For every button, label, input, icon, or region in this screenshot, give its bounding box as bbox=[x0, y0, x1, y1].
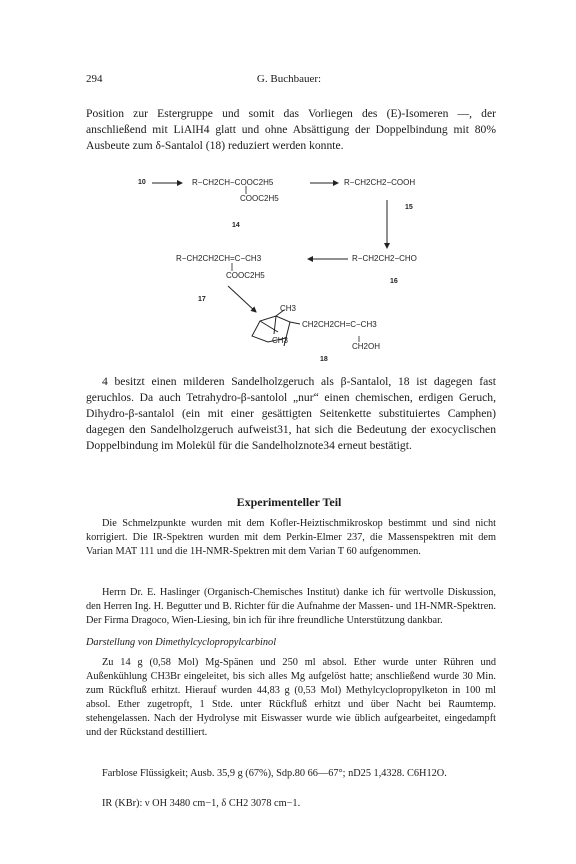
compound-label-18: 18 bbox=[320, 356, 328, 363]
paragraph-intro: Position zur Estergruppe und somit das Vorliegen des (E)-Isomeren —, der anschließend mit LiAlH4 glatt und ohne Absättigung der Doppelbindung mit 80% Ausbeute zum δ-Santalol (18) reduziert werden konnte. bbox=[86, 107, 496, 152]
running-title: G. Buchbauer: bbox=[256, 73, 322, 85]
paragraph-odor-discussion: 4 besitzt einen milderen Sandelholzgeruch als β-Santalol, 18 ist dagegen fast geruchlos. Da auch Tetrahydro-β-santolol „nur“ einen chemischen, erdigen Geruch, Dihydro-β-santalol (ein mit einer gesättigten Seitenkette substituiertes Camphen) dagegen den Sandelholzgeruch aufweist31, hat sich die Bedeutung der exocyclischen Doppelbindung im Molekül für die Sandelholznote34 erneut bestätigt. bbox=[86, 375, 496, 452]
compound-label-15: 15 bbox=[405, 204, 413, 211]
formula-18-methyl-bottom: CH3 bbox=[272, 336, 289, 345]
paragraph-product-data: Farblose Flüssigkeit; Ausb. 35,9 g (67%), Sdp.80 66—67°; nD25 1,4328. C6H12O. bbox=[102, 768, 447, 779]
formula-14: R−CH2CH−COOC2H5 bbox=[192, 178, 274, 187]
formula-16: R−CH2CH2−CHO bbox=[352, 254, 417, 263]
paragraph-ir-data: IR (KBr): ν OH 3480 cm−1, δ CH2 3078 cm−1. bbox=[102, 798, 301, 809]
formula-18-side-chain: CH2CH2CH=C−CH3 bbox=[302, 320, 377, 329]
formula-17: R−CH2CH2CH=C−CH3 bbox=[176, 254, 262, 263]
section-heading: Experimenteller Teil bbox=[236, 495, 342, 509]
reaction-scheme bbox=[130, 166, 460, 364]
page-header bbox=[86, 73, 492, 87]
arrow-17-to-18 bbox=[228, 286, 256, 312]
compound-label-17: 17 bbox=[198, 296, 206, 303]
procedure-subheading: Darstellung von Dimethylcyclopropylcarbinol bbox=[86, 637, 277, 648]
formula-18-methyl-top: CH3 bbox=[280, 304, 297, 313]
formula-17-substituent: COOC2H5 bbox=[226, 271, 265, 280]
paragraph-procedure: Zu 14 g (0,58 Mol) Mg-Spänen und 250 ml absol. Ether wurde unter Rühren und Außenkühlung CH3Br eingeleitet, bis sich alles Mg aufgelöst hatte; anschließend wurde 30 Min. zum Rückfluß erhitzt. Hierauf wurden 44,83 g (0,53 Mol) Methylcyclopropylketon in 100 ml absol. Ether zugetropft, 1 Stde. unter Rückfluß erhitzt und über Nacht bei Raumtemp. stehengelassen. Nach der Hydrolyse mit Eiswasser wurde wie üblich aufgearbeitet, eingedampft und der Rückstand destilliert. bbox=[86, 657, 496, 738]
formula-14-substituent: COOC2H5 bbox=[240, 194, 279, 203]
scheme-graphics bbox=[130, 166, 460, 364]
compound-label-10: 10 bbox=[138, 179, 146, 186]
paragraph-acknowledgements: Herrn Dr. E. Haslinger (Organisch-Chemisches Institut) danke ich für wertvolle Diskussion, den Herren Ing. H. Begutter und B. Richter für die Aufnahme der Massen- und 1H-NMR-Spektren. Der Firma Dragoco, Wien-Liesing, bin ich für ihre freundliche Unterstützung dankbar. bbox=[86, 587, 496, 626]
formula-18-hydroxymethyl: CH2OH bbox=[352, 342, 381, 351]
formula-15: R−CH2CH2−COOH bbox=[344, 178, 416, 187]
compound-label-16: 16 bbox=[390, 278, 398, 285]
page-number: 294 bbox=[86, 73, 103, 85]
paragraph-instruments: Die Schmelzpunkte wurden mit dem Kofler-Heiztischmikroskop bestimmt und sind nicht korrigiert. Die IR-Spektren wurden mit dem Perkin-Elmer 237, die Massenspektren mit dem Varian MAT 111 und die 1H-NMR-Spektren mit dem Varian T 60 aufgenommen. bbox=[86, 518, 496, 557]
compound-label-14: 14 bbox=[232, 222, 240, 229]
